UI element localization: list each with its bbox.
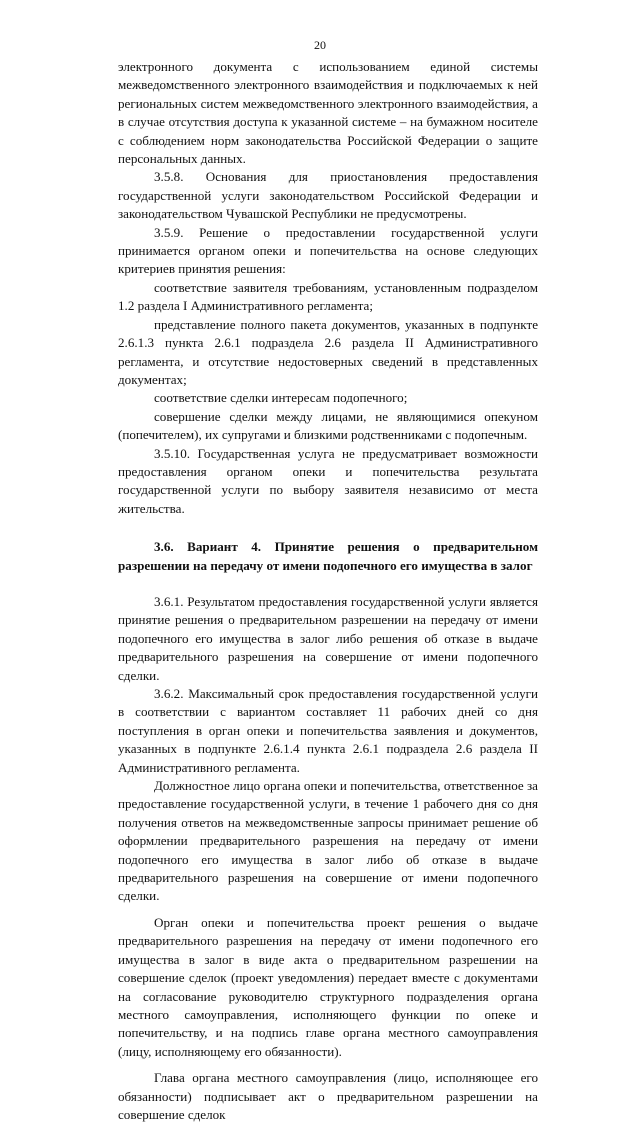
section-heading-3-6: 3.6. Вариант 4. Принятие решения о предварительном разрешении на передачу от имени подопечного его имущества в залог bbox=[118, 539, 538, 573]
paragraph-draft-decision: Орган опеки и попечительства проект решения о выдаче предварительного разрешения на передачу от имени подопечного его имущества в залог в виде акта о предварительном разрешении на совершение сделок (проект уведомления) передает вместе с документами на согласование руководителю структурного подразделения органа местного самоуправления, исполняющего функции по опеке и попечительству, и на подпись главе органа местного самоуправления (лицу, исполняющему его обязанности). bbox=[118, 914, 538, 1059]
document-body bbox=[118, 58, 538, 1124]
paragraph-3-6-1: 3.6.1. Результатом предоставления государственной услуги является принятие решения о предварительном разрешении на передачу от имени подопечного его имущества в залог либо решения об отказе в выдаче предварительного разрешения на совершение от имени подопечного сделки. bbox=[118, 593, 538, 683]
paragraph-3-6-2: 3.6.2. Максимальный срок предоставления государственной услуги в соответствии с вариантом составляет 11 рабочих дней со дня поступления в орган опеки и попечительства заявления и документов, указанных в подпункте 2.6.1.4 пункта 2.6.1 подраздела 2.6 раздела II Административного регламента. bbox=[118, 686, 538, 775]
paragraph-3-5-8: 3.5.8. Основания для приостановления предоставления государственной услуги законодательством Российской Федерации и законодательством Чувашской Республики не предусмотрены. bbox=[118, 169, 538, 222]
paragraph-continuation: электронного документа с использованием единой системы межведомственного электронного взаимодействия и подключаемых к ней региональных систем межведомственного электронного взаимодействия, а в случае отсутствия доступа к указанной системе – на бумажном носителе с соблюдением норм законодательства Российской Федерации о защите персональных данных. bbox=[118, 59, 538, 167]
criterion-item: соответствие заявителя требованиям, установленным подразделом 1.2 раздела I Административного регламента; bbox=[118, 279, 538, 314]
page-number: 20 bbox=[314, 38, 326, 52]
paragraph-3-5-9: 3.5.9. Решение о предоставлении государственной услуги принимается органом опеки и попечительства на основе следующих критериев принятия решения: bbox=[118, 224, 538, 277]
criterion-item: представление полного пакета документов, указанных в подпункте 2.6.1.3 пункта 2.6.1 подраздела 2.6 раздела II Административного регламента, и отсутствие недостоверных сведений в представленных документах; bbox=[118, 316, 538, 387]
criterion-item: соответствие сделки интересам подопечного; bbox=[154, 390, 408, 406]
paragraph-head-signs: Глава органа местного самоуправления (лицо, исполняющее его обязанности) подписывает акт о предварительном разрешении на совершение сделок bbox=[118, 1070, 538, 1122]
criterion-item: совершение сделки между лицами, не являющимися опекуном (попечителем), их супругами и близкими родственниками с подопечным. bbox=[118, 408, 538, 443]
paragraph-3-5-10: 3.5.10. Государственная услуга не предусматривает возможности предоставления органом опеки и попечительства результата государственной услуги по выбору заявителя независимо от места жительства. bbox=[118, 445, 538, 516]
paragraph-official-decision: Должностное лицо органа опеки и попечительства, ответственное за предоставление государственной услуги, в течение 1 рабочего дня со дня получения ответов на межведомственные запросы принимает решение об оформлении предварительного разрешения на передачу от имени подопечного его имущества в залог либо об отказе в выдаче предварительного разрешения на совершение от имени подопечного сделки. bbox=[118, 778, 538, 904]
